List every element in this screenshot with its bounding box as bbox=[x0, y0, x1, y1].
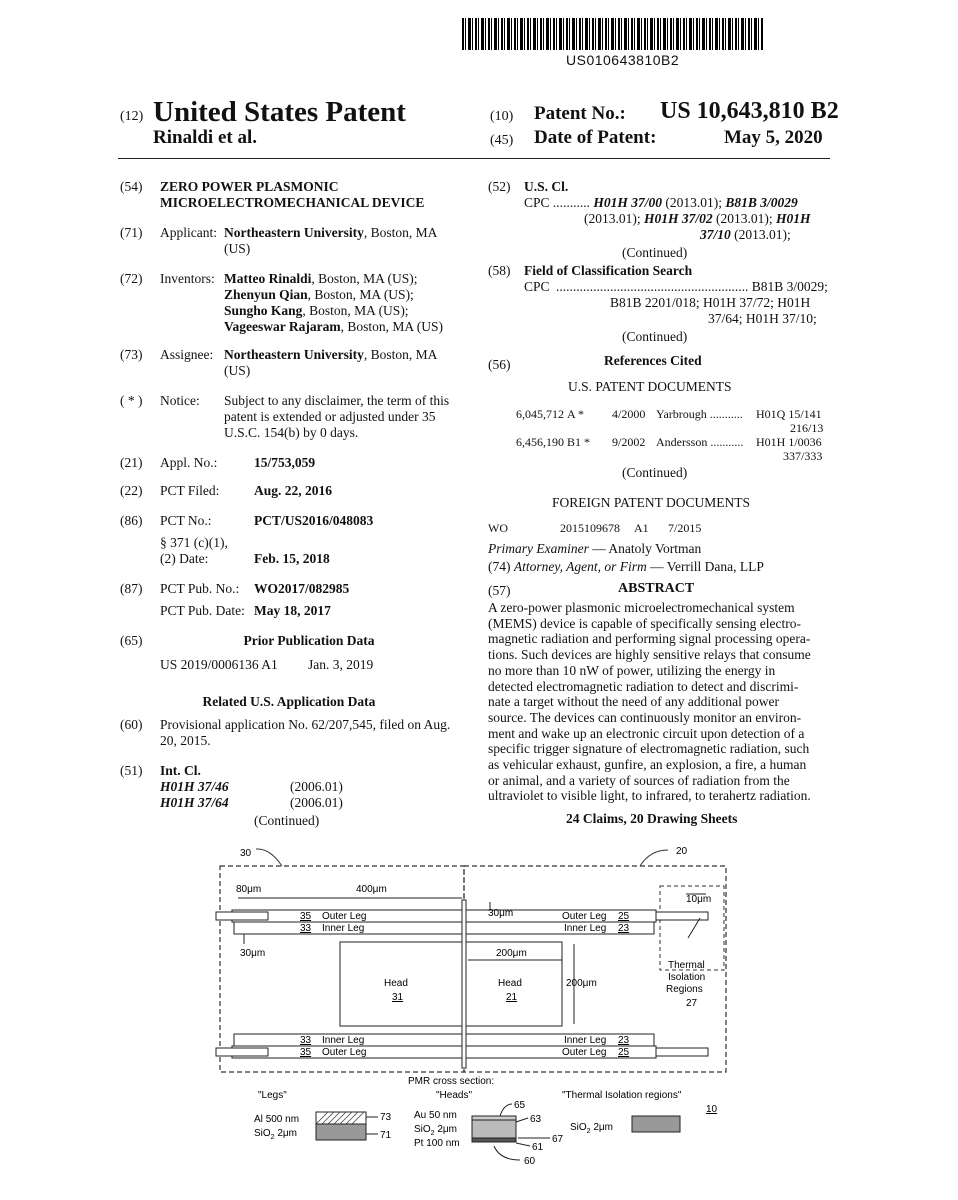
abstract-line: nate a target without the need of any additional power bbox=[488, 694, 780, 710]
leader-30 bbox=[256, 849, 282, 866]
tir-sio2-layer bbox=[632, 1116, 680, 1132]
code-45: (45) bbox=[490, 133, 514, 148]
code-10: (10) bbox=[490, 109, 514, 124]
barcode-number: US010643810B2 bbox=[566, 52, 680, 68]
patent-number: US 10,643,810 B2 bbox=[660, 98, 839, 124]
label-35-top: 35 bbox=[300, 911, 312, 922]
code-22: (22) bbox=[120, 483, 143, 498]
patent-type-title: United States Patent bbox=[153, 96, 406, 128]
foreign-country: WO bbox=[488, 521, 508, 535]
code-86: (86) bbox=[120, 513, 143, 528]
legs-al-label: Al 500 nm bbox=[254, 1114, 300, 1125]
label-outer-leg-top-left: Outer Leg bbox=[322, 911, 367, 922]
heads-au-label: Au 50 nm bbox=[414, 1110, 457, 1121]
applicant: Northeastern University, Boston, MA bbox=[224, 225, 438, 240]
inventor-2: Zhenyun Qian, Boston, MA (US); bbox=[224, 287, 414, 302]
dim-30b: 30μm bbox=[488, 908, 514, 919]
field-search-cpc-label: CPC bbox=[524, 279, 550, 294]
us-cl-heading: U.S. Cl. bbox=[524, 179, 569, 194]
field-search-continued: (Continued) bbox=[622, 329, 688, 344]
prior-pub-date: Jan. 3, 2019 bbox=[308, 657, 374, 672]
dim-200h: 200μm bbox=[496, 948, 527, 959]
leg-extension-right-bottom bbox=[656, 1048, 708, 1056]
code-52: (52) bbox=[488, 179, 511, 194]
ref-2-cls2: 337/333 bbox=[783, 449, 823, 463]
label-60: 60 bbox=[524, 1156, 536, 1167]
label-pmr: PMR cross section: bbox=[408, 1076, 495, 1087]
pct-pub-no: WO2017/082985 bbox=[254, 581, 350, 596]
abstract-line: specific trigger signature of electromagnetic radiation, such bbox=[488, 741, 810, 757]
abstract-line: detected electromagnetic radiation to detect and discrimi- bbox=[488, 678, 799, 694]
dim-10: 10μm bbox=[686, 894, 712, 905]
code-51: (51) bbox=[120, 763, 143, 778]
label-10: 10 bbox=[706, 1104, 718, 1115]
patent-no-label: Patent No.: bbox=[534, 103, 626, 124]
abstract-line: magnetic radiation and performing signal processing opera- bbox=[488, 631, 811, 647]
abstract-line: tions. Such devices are highly sensitive relays that consume bbox=[488, 647, 811, 663]
leader-61 bbox=[516, 1143, 530, 1146]
legs-sio2-label: SiO$_2$ 2μm bbox=[254, 1128, 298, 1141]
ref-2-name: Andersson ........... bbox=[656, 435, 744, 449]
foreign-kind: A1 bbox=[634, 521, 649, 535]
heads-pt-layer bbox=[472, 1138, 516, 1142]
label-63: 63 bbox=[530, 1114, 542, 1125]
int-cl-continued: (Continued) bbox=[254, 813, 320, 828]
code-54: (54) bbox=[120, 179, 143, 194]
code-12: (12) bbox=[120, 109, 144, 124]
leader-60 bbox=[494, 1146, 520, 1160]
label-head-21: Head bbox=[498, 978, 522, 989]
field-search-line1: ......................................................... B81B 3/0029; bbox=[556, 279, 828, 294]
code-71: (71) bbox=[120, 225, 143, 240]
dim-200v: 200μm bbox=[566, 978, 597, 989]
label-35-bottom: 35 bbox=[300, 1047, 312, 1058]
ref-2: 6,456,190 B1 * bbox=[516, 435, 591, 449]
field-search-heading: Field of Classification Search bbox=[524, 263, 693, 278]
foreign-date: 7/2015 bbox=[668, 521, 702, 535]
label-inner-leg-top-right: Inner Leg bbox=[564, 923, 607, 934]
leg-extension-left-bottom bbox=[216, 1048, 268, 1056]
int-cl-heading: Int. Cl. bbox=[160, 763, 201, 778]
assignee-country: (US) bbox=[224, 363, 251, 378]
label-23-bottom: 23 bbox=[618, 1035, 630, 1046]
us-cl-line1: CPC ........... H01H 37/00 (2013.01); B81B 3/0029 bbox=[524, 195, 798, 210]
dim-400: 400μm bbox=[356, 884, 387, 895]
inventors-label: Inventors: bbox=[160, 271, 215, 286]
label-inner-leg-top-left: Inner Leg bbox=[322, 923, 365, 934]
attorney: (74) Attorney, Agent, or Firm — Verrill Dana, LLP bbox=[488, 559, 764, 574]
provisional-line1: Provisional application No. 62/207,545, filed on Aug. bbox=[160, 717, 451, 732]
pct-pub-date: May 18, 2017 bbox=[254, 603, 331, 618]
label-legs: "Legs" bbox=[258, 1090, 287, 1101]
abstract-line: as vehicular exhaust, gunfire, an explosion, a fire, a human bbox=[488, 757, 807, 773]
label-67: 67 bbox=[552, 1134, 564, 1145]
heads-au-layer bbox=[472, 1116, 516, 1120]
assignee-label: Assignee: bbox=[160, 347, 214, 362]
pct-pub-no-label: PCT Pub. No.: bbox=[160, 581, 240, 596]
patent-date: May 5, 2020 bbox=[724, 127, 823, 148]
us-cl-continued: (Continued) bbox=[622, 245, 688, 260]
pct-no-label: PCT No.: bbox=[160, 513, 212, 528]
legs-sio2-layer bbox=[316, 1124, 366, 1140]
date-label: Date of Patent: bbox=[534, 127, 657, 148]
notice-line3: U.S.C. 154(b) by 0 days. bbox=[224, 425, 359, 440]
applicant-country: (US) bbox=[224, 241, 251, 256]
pct-no: PCT/US2016/048083 bbox=[254, 513, 374, 528]
references-heading: References Cited bbox=[604, 353, 702, 368]
notice-line1: Subject to any disclaimer, the term of this bbox=[224, 393, 450, 408]
pct-pub-date-label: PCT Pub. Date: bbox=[160, 603, 245, 618]
related-heading: Related U.S. Application Data bbox=[202, 694, 376, 709]
label-isolation: Isolation bbox=[668, 972, 706, 983]
us-cl-line2: (2013.01); H01H 37/02 (2013.01); H01H bbox=[584, 211, 811, 226]
label-inner-leg-bottom-left: Inner Leg bbox=[322, 1035, 365, 1046]
prior-pub-number: US 2019/0006136 A1 bbox=[160, 657, 278, 672]
label-outer-leg-bottom-left: Outer Leg bbox=[322, 1047, 367, 1058]
code-57: (57) bbox=[488, 583, 511, 598]
invention-title-line1: ZERO POWER PLASMONIC bbox=[160, 179, 339, 194]
ref-1-cls: H01Q 15/141 bbox=[756, 407, 822, 421]
field-search-line2: B81B 2201/018; H01H 37/72; H01H bbox=[610, 295, 811, 310]
label-20: 20 bbox=[676, 846, 688, 857]
label-25-bottom: 25 bbox=[618, 1047, 630, 1058]
label-outer-leg-bottom-right: Outer Leg bbox=[562, 1047, 607, 1058]
code-60: (60) bbox=[120, 717, 143, 732]
heads-pt-label: Pt 100 nm bbox=[414, 1138, 460, 1149]
ref-2-cls: H01H 1/0036 bbox=[756, 435, 822, 449]
leader-65 bbox=[500, 1104, 512, 1116]
label-73: 73 bbox=[380, 1112, 392, 1123]
int-cl-1: H01H 37/46 bbox=[160, 779, 229, 794]
label-outer-leg-top-right: Outer Leg bbox=[562, 911, 607, 922]
ref-1-cls2: 216/13 bbox=[790, 421, 824, 435]
label-heads: "Heads" bbox=[436, 1090, 473, 1101]
label-31: 31 bbox=[392, 992, 404, 1003]
dim-30a: 30μm bbox=[240, 948, 266, 959]
field-search-line3: 37/64; H01H 37/10; bbox=[708, 311, 817, 326]
label-inner-leg-bottom-right: Inner Leg bbox=[564, 1035, 607, 1046]
assignee: Northeastern University, Boston, MA bbox=[224, 347, 438, 362]
provisional-line2: 20, 2015. bbox=[160, 733, 211, 748]
foreign-number: 2015109678 bbox=[560, 521, 620, 535]
appl-no-label: Appl. No.: bbox=[160, 455, 218, 470]
code-72: (72) bbox=[120, 271, 143, 286]
label-23-top: 23 bbox=[618, 923, 630, 934]
label-61: 61 bbox=[532, 1142, 544, 1153]
abstract-line: (MEMS) device is capable of specifically sensing electro- bbox=[488, 615, 802, 631]
inventor-1: Matteo Rinaldi, Boston, MA (US); bbox=[224, 271, 418, 286]
appl-no: 15/753,059 bbox=[254, 455, 316, 470]
inventor-3: Sungho Kang, Boston, MA (US); bbox=[224, 303, 409, 318]
code-21: (21) bbox=[120, 455, 143, 470]
pct-filed: Aug. 22, 2016 bbox=[254, 483, 333, 498]
code-58: (58) bbox=[488, 263, 511, 278]
leader-27a bbox=[688, 918, 700, 938]
leader-20 bbox=[640, 850, 668, 866]
label-21: 21 bbox=[506, 992, 518, 1003]
label-65: 65 bbox=[514, 1100, 526, 1111]
label-tir: "Thermal Isolation regions" bbox=[562, 1090, 682, 1101]
references-continued: (Continued) bbox=[622, 465, 688, 480]
abstract-line: no more than 10 nW of power, utilizing the energy in bbox=[488, 662, 776, 678]
notice-label: Notice: bbox=[160, 393, 200, 408]
ref-1: 6,045,712 A * bbox=[516, 407, 585, 421]
int-cl-2-version: (2006.01) bbox=[290, 795, 343, 810]
applicant-label: Applicant: bbox=[160, 225, 217, 240]
leg-extension-right-top bbox=[656, 912, 708, 920]
abstract-line: or animal, and a variety of sources of radiation from the bbox=[488, 772, 790, 788]
label-25-top: 25 bbox=[618, 911, 630, 922]
label-27: 27 bbox=[686, 998, 698, 1009]
int-cl-1-version: (2006.01) bbox=[290, 779, 343, 794]
inventor-4: Vageeswar Rajaram, Boston, MA (US) bbox=[224, 319, 443, 334]
leader-63 bbox=[516, 1118, 528, 1122]
label-head-31: Head bbox=[384, 978, 408, 989]
notice-code: ( * ) bbox=[120, 393, 143, 408]
prior-pub-heading: Prior Publication Data bbox=[243, 633, 375, 648]
abstract-line: ultraviolet to visible light, to infrared, to terahertz radiation. bbox=[488, 788, 811, 804]
leg-extension-left-top bbox=[216, 912, 268, 920]
label-33-top: 33 bbox=[300, 923, 312, 934]
abstract-line: ment and wake up an electronic circuit upon detection of a bbox=[488, 725, 805, 741]
abstract-line: A zero-power plasmonic microelectromechanical system bbox=[488, 600, 795, 615]
code-87: (87) bbox=[120, 581, 143, 596]
invention-title-line2: MICROELECTROMECHANICAL DEVICE bbox=[160, 195, 425, 210]
ref-1-date: 4/2000 bbox=[612, 407, 646, 421]
authors: Rinaldi et al. bbox=[153, 127, 257, 148]
label-71: 71 bbox=[380, 1130, 392, 1141]
s371-line2: (2) Date: bbox=[160, 551, 209, 566]
code-65: (65) bbox=[120, 633, 143, 648]
heads-sio2-label: SiO$_2$ 2μm bbox=[414, 1124, 458, 1137]
abstract-heading: ABSTRACT bbox=[618, 581, 695, 596]
center-spine bbox=[462, 900, 466, 1068]
code-73: (73) bbox=[120, 347, 143, 362]
us-cl-line3: 37/10 (2013.01); bbox=[700, 227, 791, 242]
us-docs-heading: U.S. PATENT DOCUMENTS bbox=[568, 379, 732, 394]
tir-sio2-label: SiO$_2$ 2μm bbox=[570, 1122, 614, 1135]
ref-1-name: Yarbrough ........... bbox=[656, 407, 743, 421]
heads-sio2-layer bbox=[472, 1120, 516, 1138]
abstract-line: source. The devices can continuously monitor an environ- bbox=[488, 709, 802, 725]
label-thermal: Thermal bbox=[668, 960, 705, 971]
foreign-docs-heading: FOREIGN PATENT DOCUMENTS bbox=[552, 495, 751, 510]
s371-line1: § 371 (c)(1), bbox=[160, 535, 228, 550]
label-33-bottom: 33 bbox=[300, 1035, 312, 1046]
notice-line2: patent is extended or adjusted under 35 bbox=[224, 409, 436, 424]
ref-2-date: 9/2002 bbox=[612, 435, 646, 449]
int-cl-2: H01H 37/64 bbox=[160, 795, 229, 810]
label-regions: Regions bbox=[666, 984, 703, 995]
pct-filed-label: PCT Filed: bbox=[160, 483, 220, 498]
code-56: (56) bbox=[488, 357, 511, 372]
dim-80: 80μm bbox=[236, 884, 262, 895]
label-30: 30 bbox=[240, 848, 252, 859]
s371-date: Feb. 15, 2018 bbox=[254, 551, 330, 566]
primary-examiner: Primary Examiner — Anatoly Vortman bbox=[488, 541, 702, 556]
claims-count: 24 Claims, 20 Drawing Sheets bbox=[566, 811, 738, 826]
